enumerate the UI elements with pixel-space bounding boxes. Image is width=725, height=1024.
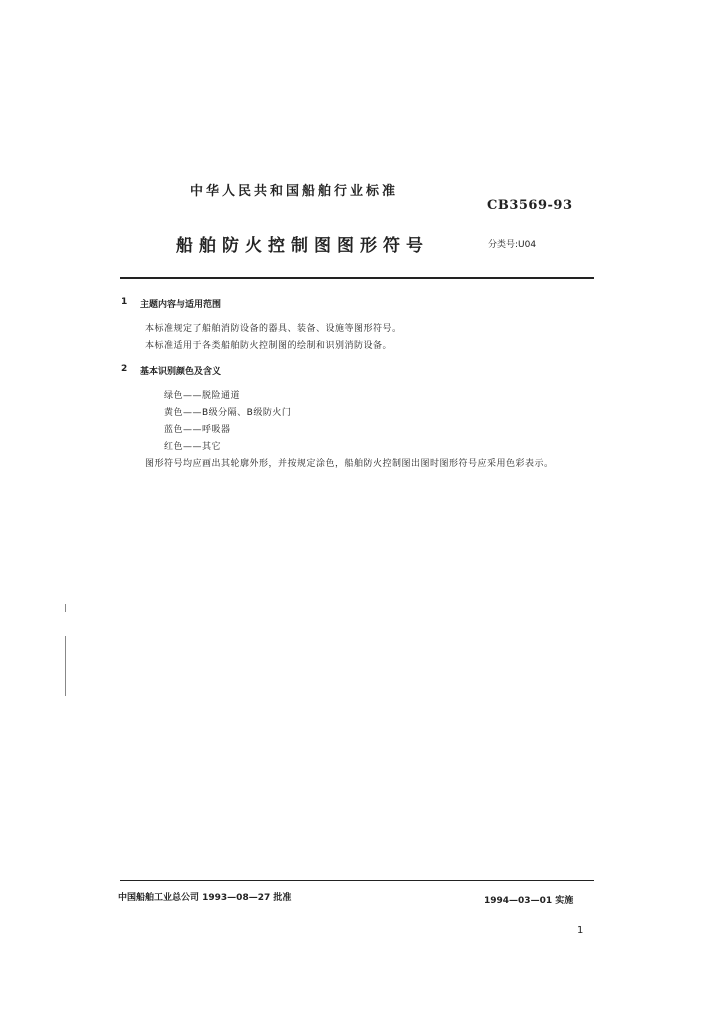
- footer-rule: [120, 880, 594, 881]
- section-1-paragraph: 本标准适用于各类船舶防火控制图的绘制和识别消防设备。: [145, 341, 393, 351]
- section-2-number: 2: [121, 364, 128, 374]
- section-1-heading: 主题内容与适用范围: [140, 300, 222, 310]
- section-1-number: 1: [121, 297, 128, 307]
- page-number: 1: [577, 925, 584, 936]
- document-title: 船舶防火控制图图形符号: [176, 236, 429, 256]
- color-item-red: 红色——其它: [164, 442, 222, 452]
- color-item-blue: 蓝色——呼吸器: [164, 425, 231, 435]
- classification-code: 分类号:U04: [488, 240, 537, 250]
- color-item-green: 绿色——脱险通道: [164, 391, 241, 401]
- header-rule: [120, 277, 594, 279]
- section-1-paragraph: 本标准规定了船舶消防设备的器具、装备、设施等图形符号。: [145, 324, 402, 334]
- scan-artifact: [65, 636, 66, 696]
- organization-title: 中华人民共和国船舶行业标准: [190, 184, 399, 199]
- standard-number: CB3569-93: [487, 198, 573, 213]
- section-2-heading: 基本识别颜色及含义: [140, 367, 222, 377]
- approval-note: 中国船舶工业总公司 1993—08—27 批准: [118, 893, 292, 903]
- scan-artifact: [65, 604, 66, 612]
- color-item-yellow: 黄色——B级分隔、B级防火门: [164, 408, 292, 418]
- effective-date: 1994—03—01 实施: [484, 896, 574, 906]
- section-2-note: 图形符号均应画出其轮廓外形，并按规定涂色，船舶防火控制图出图时图形符号应采用色彩表示。: [145, 459, 554, 469]
